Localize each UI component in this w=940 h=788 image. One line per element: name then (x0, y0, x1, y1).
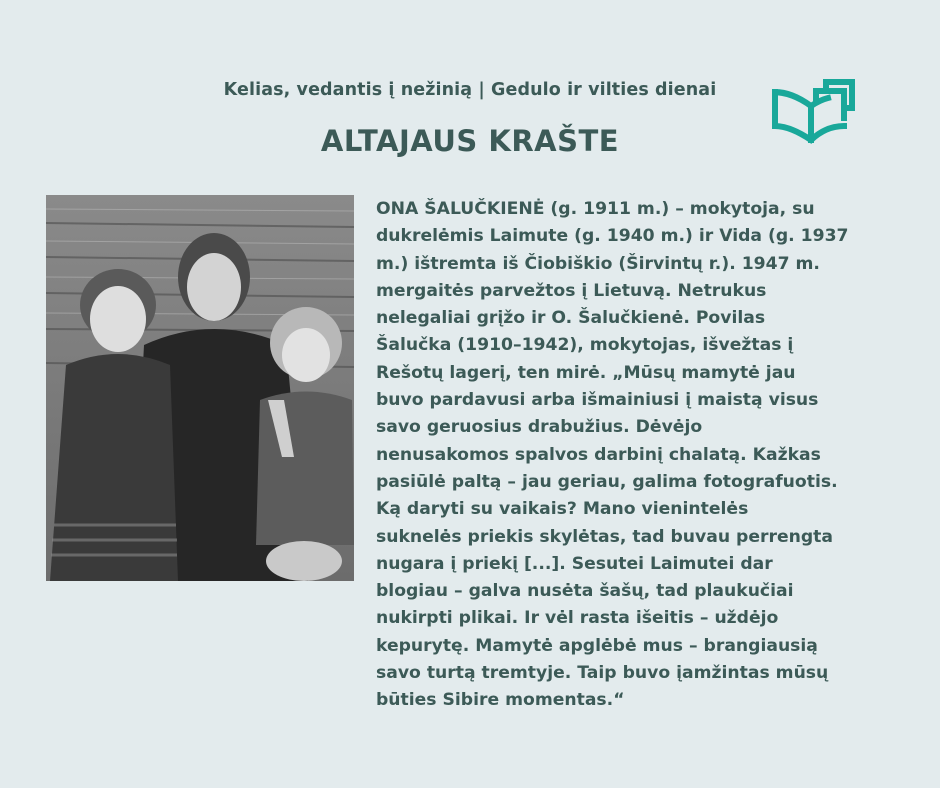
text-line: ONA ŠALUČKIENĖ (g. 1911 m.) – mokytoja, su (376, 199, 815, 219)
text-line: suknelės priekis skylėtas, tad buvau perrengta (376, 526, 833, 547)
biography-text (376, 196, 876, 715)
text-line: Ką daryti su vaikais? Mano vienintelės (376, 499, 749, 520)
text-line: nugara į priekį [...]. Sesutei Laimutei dar (376, 553, 773, 574)
text-line: savo turtą tremtyje. Taip buvo įamžintas mūsų (376, 663, 829, 684)
text-line: nukirpti plikai. Ir vėl rasta išeitis – uždėjo (376, 608, 779, 629)
family-photo (46, 195, 354, 581)
page-title: ALTAJAUS KRAŠTE (320, 124, 620, 158)
text-line: mergaitės parvežtos į Lietuvą. Netrukus (376, 280, 767, 301)
text-line: blogiau – galva nusėta šašų, tad plaukučiai (376, 581, 794, 602)
text-line: dukrelėmis Laimute (g. 1940 m.) ir Vida (g. 1937 (376, 226, 849, 247)
text-line: m.) ištremta iš Čiobiškio (Širvintų r.). 1947 m. (376, 253, 820, 274)
text-line: Šalučka (1910–1942), mokytojas, išvežtas į (376, 335, 794, 356)
text-line: būties Sibire momentas.“ (376, 690, 625, 711)
open-book-icon (770, 76, 856, 148)
text-line: Rešotų lagerį, ten mirė. „Mūsų mamytė jau (376, 362, 796, 383)
text-line: nenusakomos spalvos darbinį chalatą. Kažkas (376, 444, 821, 465)
page-subtitle: Kelias, vedantis į nežinią | Gedulo ir vilties dienai (223, 80, 717, 100)
text-line: buvo pardavusi arba išmainiusi į maistą visus (376, 390, 819, 411)
text-line: nelegaliai grįžo ir O. Šalučkienė. Povilas (376, 308, 766, 329)
text-line: kepurytę. Mamytė apglėbė mus – brangiausią (376, 635, 818, 656)
text-line: pasiūlė paltą – jau geriau, galima fotografuotis. (376, 471, 838, 492)
text-line: savo geruosius drabužius. Dėvėjo (376, 417, 703, 438)
